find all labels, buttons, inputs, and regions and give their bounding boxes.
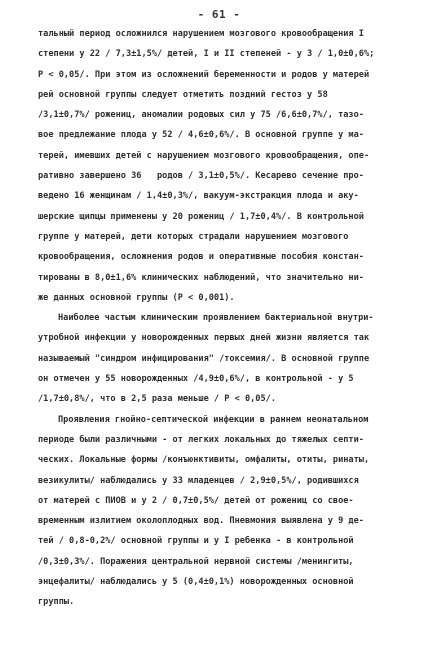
- text-line: шерские щипцы применены у 20 рожениц / 1,7±0,4%/. В контрольной: [38, 211, 364, 222]
- text-line: степени у 22 / 7,3±1,5%/ детей, I и II степеней - у 3 / 1,0±0,6%;: [38, 49, 375, 60]
- text-line: /0,3±0,3%/. Поражения центральной нервной системы /менингиты,: [38, 556, 354, 567]
- text-line: рей основной группы следует отметить поздний гестоз у 58: [38, 89, 328, 100]
- text-line: от матерей с ПИОВ и у 2 / 0,7±0,5%/ детей от рожениц со свое-: [38, 495, 354, 506]
- text-line: периоде были различными - от легких локальных до тяжелых септи-: [38, 434, 364, 445]
- text-line: он отмечен у 55 новорожденных /4,9±0,6%/, в контрольной - у 5: [38, 374, 354, 385]
- text-line: утробной инфекции у новорожденных первых дней жизни является так: [38, 333, 370, 344]
- text-line: /3,1±0,7%/ рожениц, аномалии родовых сил у 75 /6,6±0,7%/, тазо-: [38, 110, 364, 121]
- text-line: энцефалиты/ наблюдались у 5 (0,4±0,1%) новорожденных основной: [38, 577, 354, 588]
- text-line: группе у матерей, дети которых страдали нарушением мозгового: [38, 231, 349, 242]
- text-line: ративно завершено 36 родов / 3,1±0,5%/. Кесарево сечение про-: [38, 171, 364, 182]
- text-line: тальный период осложнился нарушением мозгового кровообращения I: [38, 29, 364, 39]
- text-line: вое предлежание плода у 52 / 4,6±0,6%/. В основной группе у ма-: [38, 130, 364, 141]
- text-line: называемый "синдром инфицирования" /токсемия/. В основной группе: [38, 353, 370, 364]
- text-line: тей / 0,8-0,2%/ основной группы и у I ребенка - в контрольной: [38, 536, 354, 547]
- text-line: /1,7±0,8%/, что в 2,5 раза меньше / Р < 0,05/.: [38, 394, 276, 405]
- text-line: ческих. Локальные формы /конъюнктивиты, омфалиты, отиты, ринаты,: [38, 455, 370, 466]
- text-line: ведено 16 женщинам / 1,4±0,3%/, вакуум-экстракция плода и аку-: [38, 191, 359, 202]
- body-text: [38, 24, 414, 613]
- text-line: Проявления гнойно-септической инфекции в раннем неонатальном: [58, 414, 369, 425]
- text-line: же данных основной группы (Р < 0,001).: [38, 292, 235, 303]
- page-number: - 61 -: [197, 8, 241, 21]
- text-line: кровообращения, осложнения родов и оперативные пособия констан-: [38, 252, 364, 263]
- text-line: терей, имевших детей с нарушением мозгового кровообращения, опе-: [38, 150, 370, 161]
- text-line: тированы в 8,0±1,6% клинических наблюдений, что значительно ни-: [38, 272, 364, 283]
- text-line: временным излитием околоплодных вод. Пневмония выявлена у 9 де-: [38, 516, 364, 527]
- text-line: группы.: [38, 597, 75, 608]
- text-line: везикулиты/ наблюдались у 33 младенцев / 2,9±0,5%/, родившихся: [38, 475, 359, 486]
- text-line: Р < 0,05/. При этом из осложнений беременности и родов у матерей: [38, 69, 370, 80]
- text-line: Наиболее частым клиническим проявлением бактериальной внутри-: [58, 313, 374, 324]
